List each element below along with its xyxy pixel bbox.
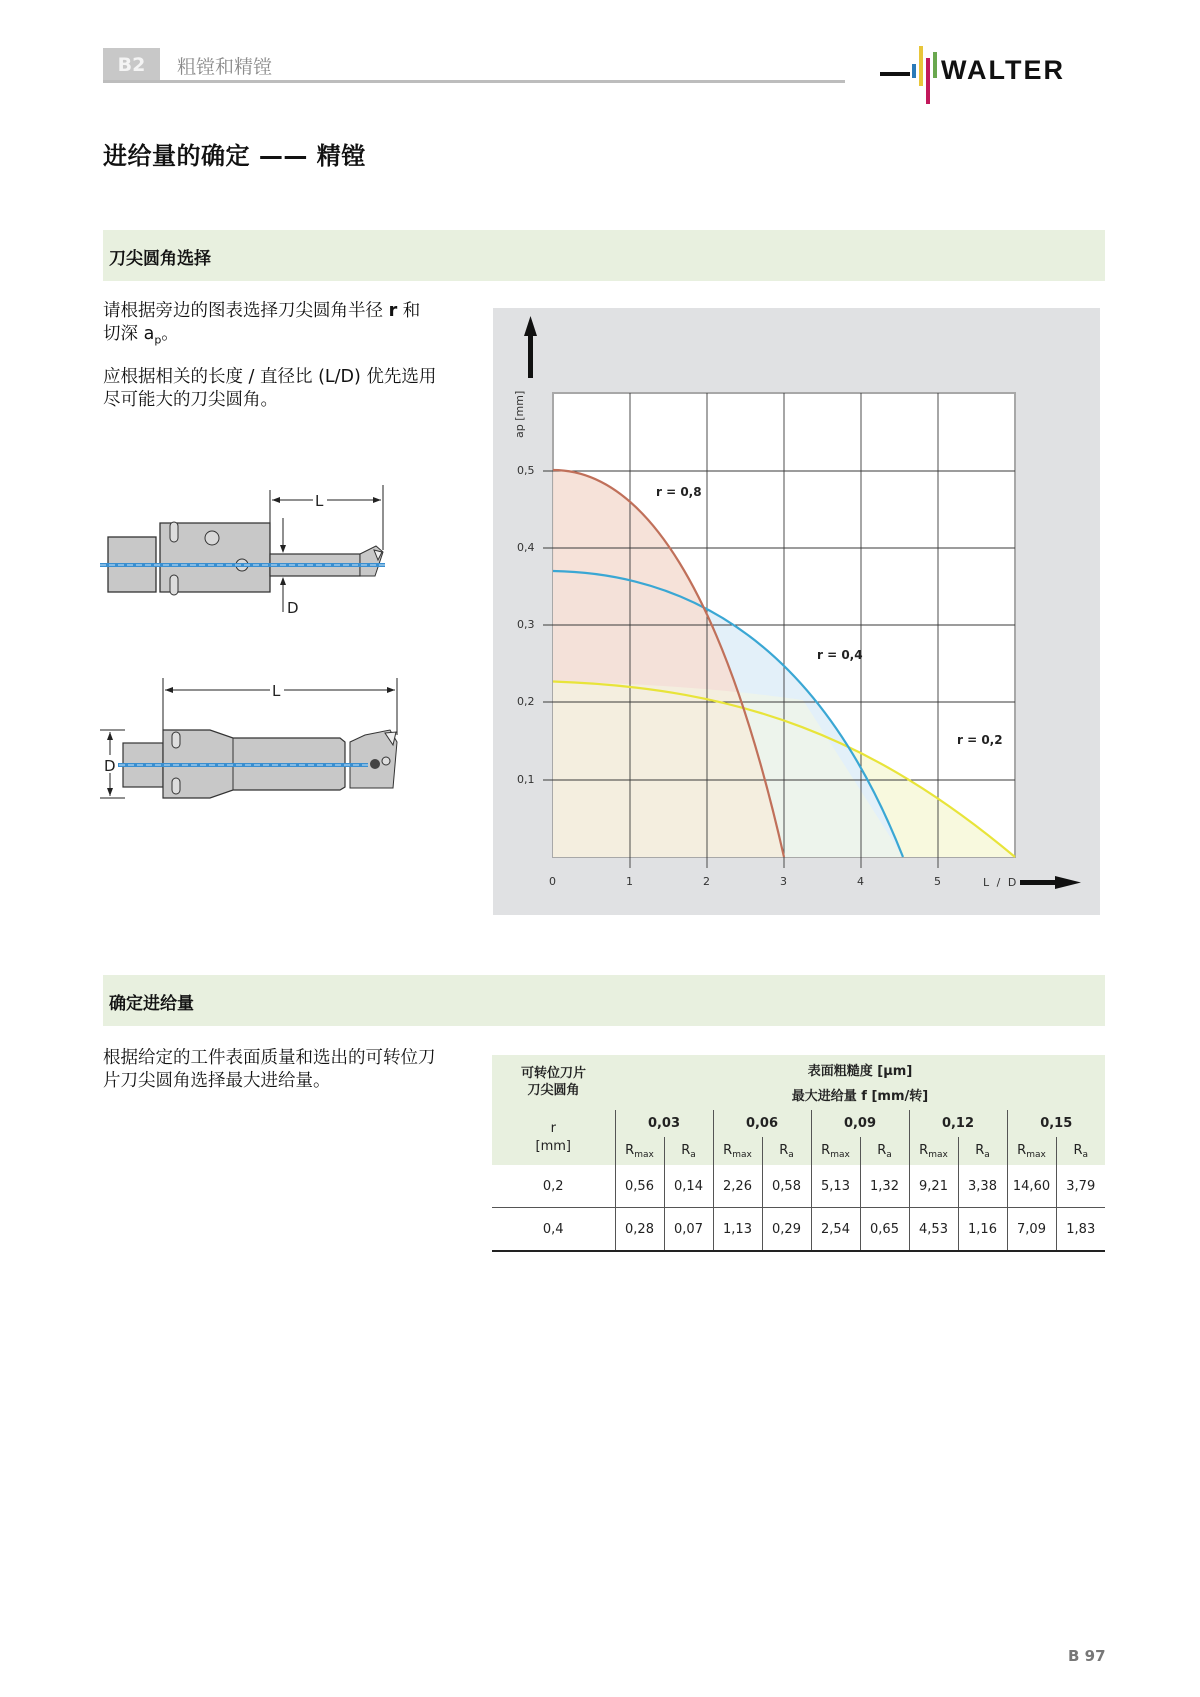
page-number: B 97 (1068, 1647, 1106, 1665)
section-title: 确定进给量 (109, 994, 194, 1014)
section-header-feed (103, 975, 1105, 1026)
col-header-insert (492, 1055, 615, 1110)
cell: 3,79 (1056, 1165, 1105, 1208)
boring-bar-diagram-2 (100, 670, 410, 820)
feed-header: 0,12 (909, 1110, 1007, 1137)
cell: 2,54 (811, 1208, 860, 1252)
x-tick: 3 (780, 875, 787, 888)
svg-text:L: L (315, 492, 324, 510)
svg-text:L: L (272, 682, 281, 700)
symbol-ap: a (143, 324, 155, 344)
y-tick: 0,3 (517, 618, 535, 631)
cell: 0,65 (860, 1208, 909, 1252)
cell: 1,32 (860, 1165, 909, 1208)
text: 切深 (103, 324, 138, 344)
cell: 1,16 (958, 1208, 1007, 1252)
text: 最大进给量 f [mm/转] (791, 1088, 929, 1104)
cell: 7,09 (1007, 1208, 1056, 1252)
table-row (492, 1208, 1105, 1252)
svg-text:D: D (104, 757, 116, 775)
y-axis-label: ap [mm] (513, 390, 526, 438)
boring-bar-diagram-1 (100, 480, 400, 620)
chapter-title: 粗镗和精镗 (177, 56, 273, 78)
symbol-ap-sub: p (154, 333, 162, 347)
ra-header: $R_a$ (762, 1137, 811, 1165)
col-header-r (492, 1110, 615, 1165)
x-tick: 5 (934, 875, 941, 888)
feed-header: 0,03 (615, 1110, 713, 1137)
y-tick: 0,2 (517, 695, 535, 708)
logo-icon (878, 44, 1108, 106)
cell: 0,58 (762, 1165, 811, 1208)
rmax-header: $R_{max}$ (811, 1137, 860, 1165)
feed-header: 0,09 (811, 1110, 909, 1137)
y-tick: 0,1 (517, 773, 535, 786)
ra-header: $R_a$ (1056, 1137, 1105, 1165)
svg-text:WALTER: WALTER (941, 55, 1065, 85)
rmax-header: $R_{max}$ (713, 1137, 762, 1165)
chart-plot (493, 308, 1100, 915)
x-tick: 0 (549, 875, 556, 888)
cell: 0,07 (664, 1208, 713, 1252)
ra-header: $R_a$ (664, 1137, 713, 1165)
section-title: 刀尖圆角选择 (109, 249, 211, 269)
x-tick: 1 (626, 875, 633, 888)
y-tick: 0,4 (517, 541, 535, 554)
cell: 0,29 (762, 1208, 811, 1252)
cell-r: 0,4 (492, 1208, 615, 1252)
x-axis-label: L / D (983, 876, 1019, 889)
cell: 0,14 (664, 1165, 713, 1208)
text: 刀尖圆角 (527, 1083, 580, 1098)
chapter-code: B2 (103, 48, 160, 81)
feed-header: 0,06 (713, 1110, 811, 1137)
cell: 0,28 (615, 1208, 664, 1252)
cell: 1,83 (1056, 1208, 1105, 1252)
curve-label-r04: r = 0,4 (817, 648, 863, 662)
section-header-nose-radius (103, 230, 1105, 281)
feed-table (492, 1055, 1105, 1252)
cell: 9,21 (909, 1165, 958, 1208)
curve-label-r02: r = 0,2 (957, 733, 1003, 747)
header-rule (103, 80, 845, 83)
ra-header: $R_a$ (958, 1137, 1007, 1165)
text: r (550, 1120, 556, 1136)
svg-text:D: D (287, 599, 299, 617)
rmax-header: $R_{max}$ (909, 1137, 958, 1165)
cell: 2,26 (713, 1165, 762, 1208)
cell: 4,53 (909, 1208, 958, 1252)
col-header-roughness (615, 1055, 1105, 1110)
cell: 0,56 (615, 1165, 664, 1208)
text: 可转位刀片 (520, 1066, 586, 1081)
text: 请根据旁边的图表选择刀尖圆角半径 (103, 301, 383, 321)
cell-r: 0,2 (492, 1165, 615, 1208)
walter-logo (878, 44, 1108, 106)
y-tick: 0,5 (517, 464, 535, 477)
text: 。 (161, 324, 179, 344)
curve-label-r08: r = 0,8 (656, 485, 702, 499)
table-row (492, 1165, 1105, 1208)
ra-header: $R_a$ (860, 1137, 909, 1165)
text: 表面粗糙度 [μm] (807, 1063, 913, 1079)
symbol-r: r (388, 301, 398, 321)
rmax-header: $R_{max}$ (615, 1137, 664, 1165)
rmax-header: $R_{max}$ (1007, 1137, 1056, 1165)
cell: 3,38 (958, 1165, 1007, 1208)
nose-radius-chart (493, 308, 1100, 915)
cell: 5,13 (811, 1165, 860, 1208)
cell: 1,13 (713, 1208, 762, 1252)
instruction-paragraph-1 (103, 300, 443, 352)
text: [mm] (535, 1138, 571, 1154)
instruction-paragraph-2: 应根据相关的长度 / 直径比 (L/D) 优先选用尽可能大的刀尖圆角。 (103, 367, 437, 410)
x-tick: 4 (857, 875, 864, 888)
text: 和 (402, 301, 421, 321)
feed-header: 0,15 (1007, 1110, 1105, 1137)
x-tick: 2 (703, 875, 710, 888)
feed-instruction-paragraph: 根据给定的工件表面质量和选出的可转位刀片刀尖圆角选择最大进给量。 (103, 1048, 436, 1091)
cell: 14,60 (1007, 1165, 1056, 1208)
page-title: 进给量的确定 —— 精镗 (103, 142, 366, 170)
